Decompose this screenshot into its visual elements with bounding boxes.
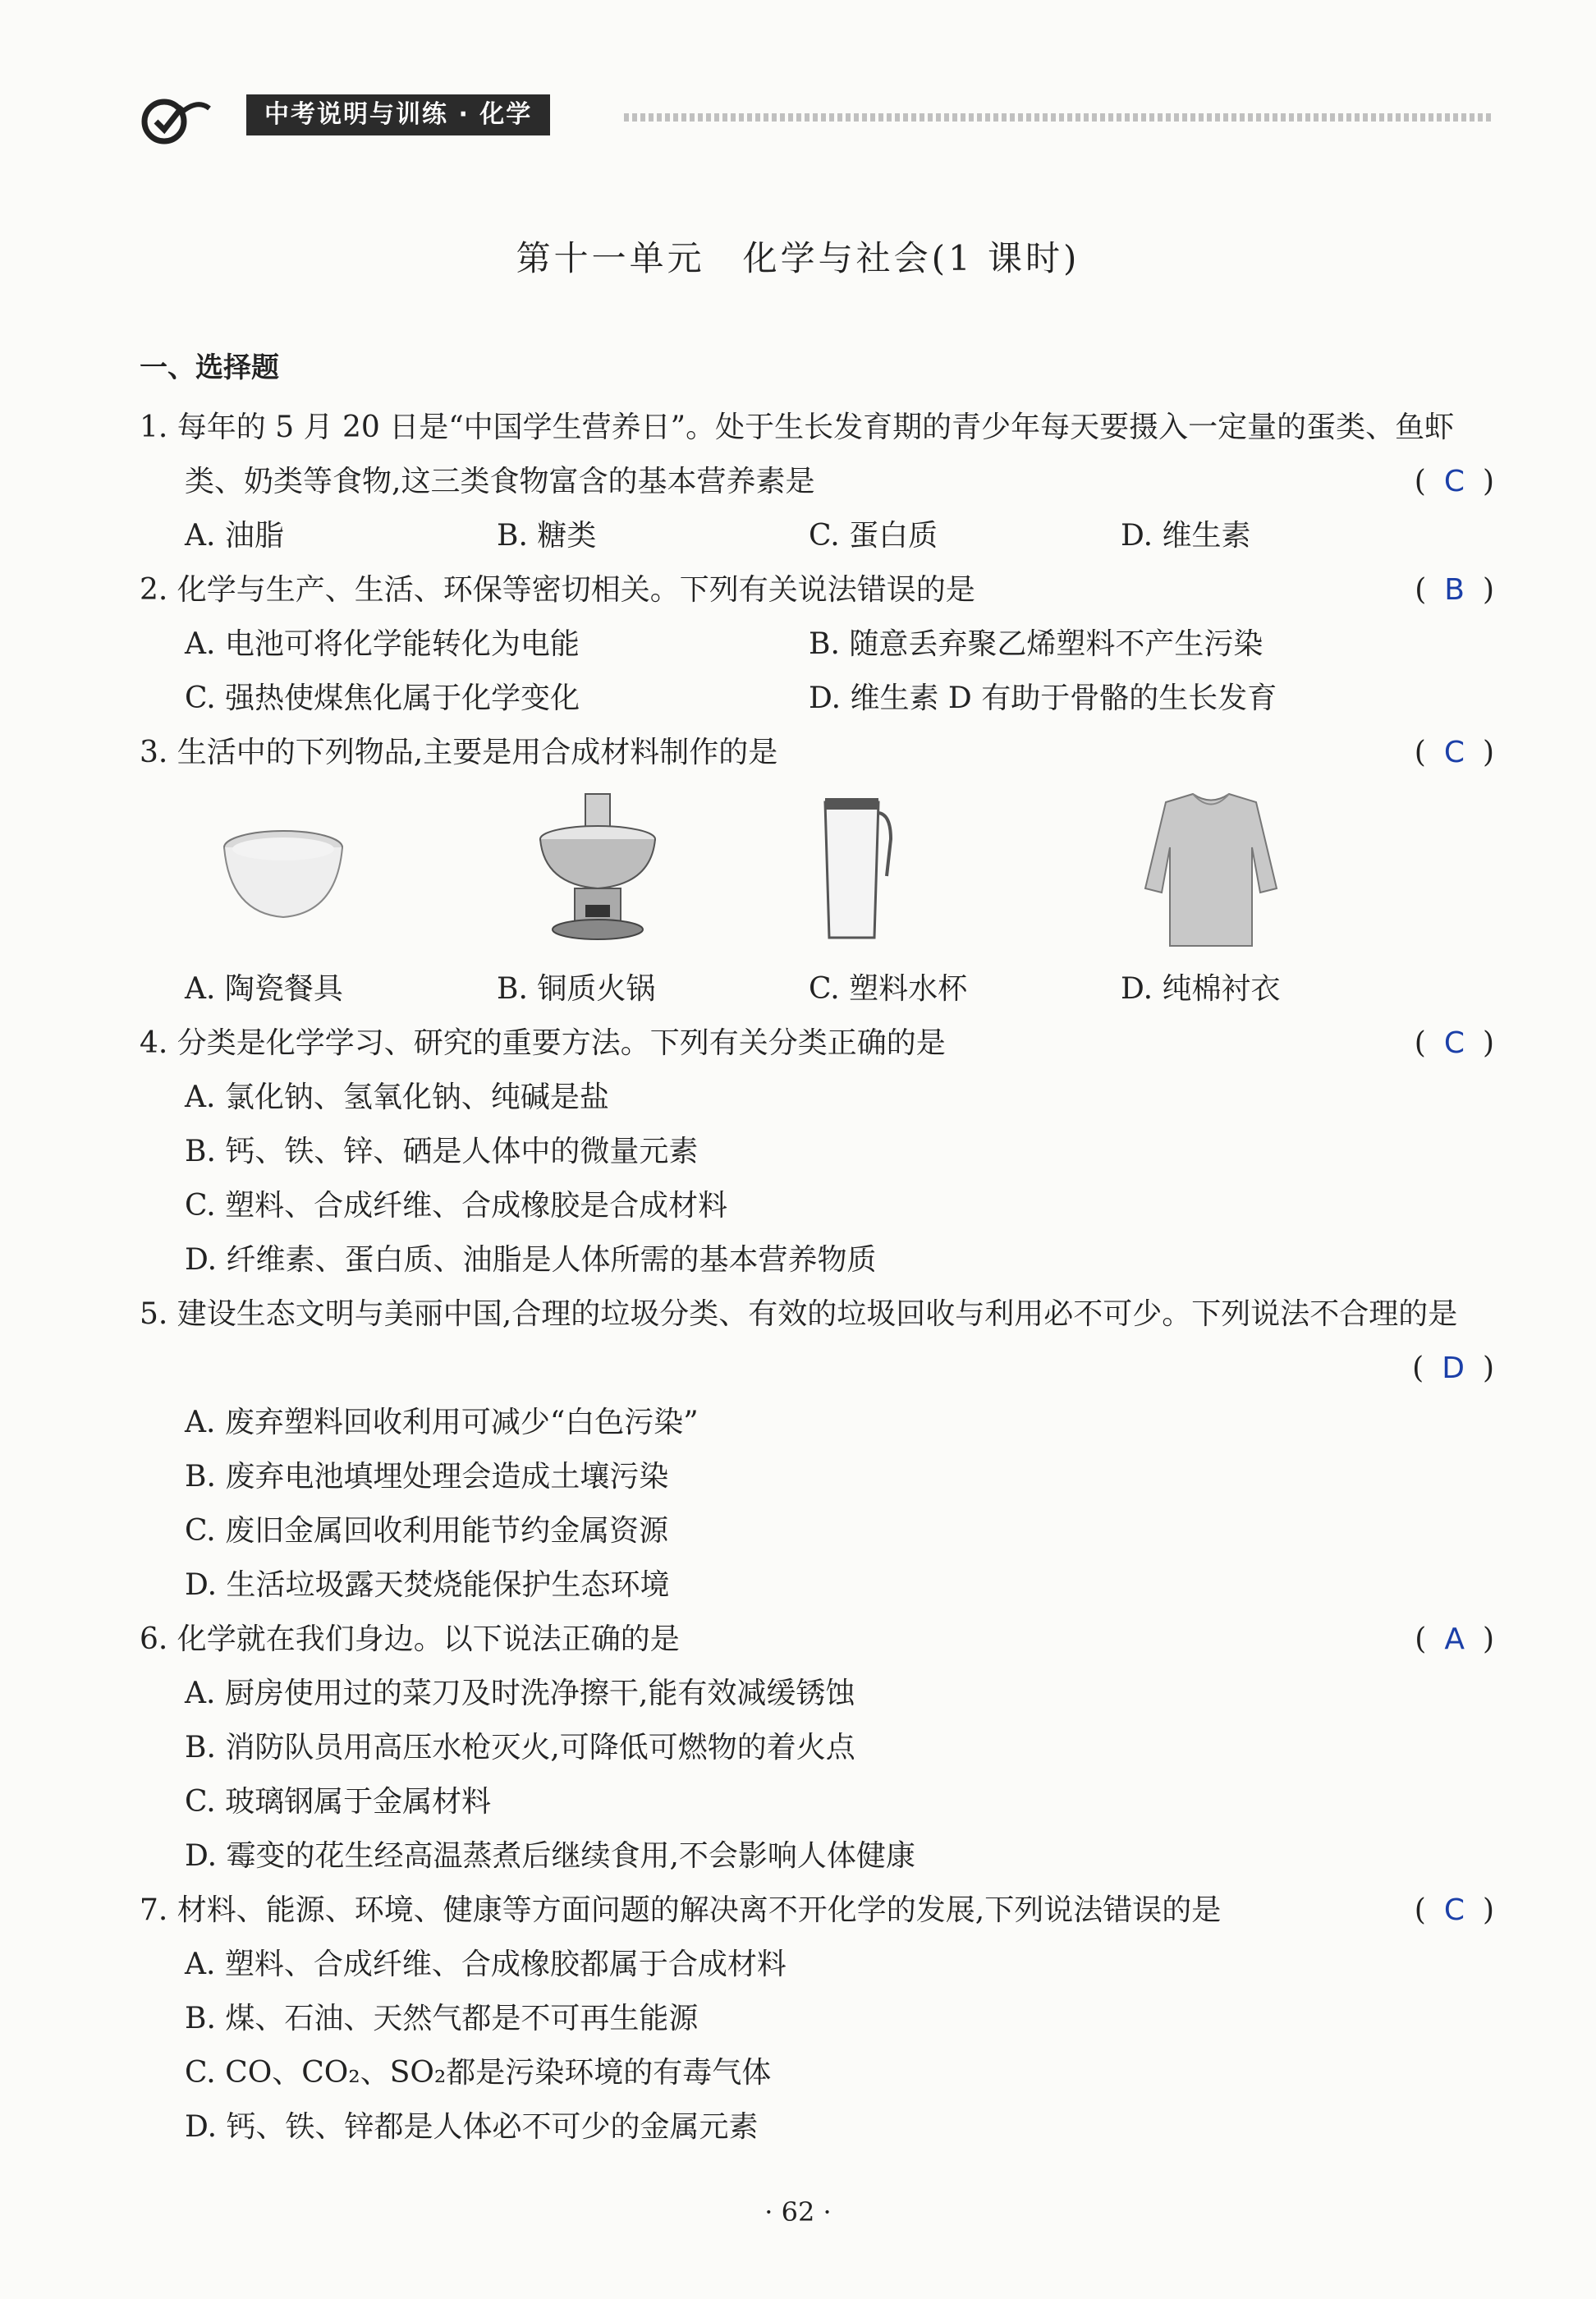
options [140,509,1494,563]
options [140,1938,1494,2154]
option-a: A. 废弃塑料回收利用可减少“白色污染” [185,1406,699,1439]
option-a: A. 厨房使用过的菜刀及时洗净擦干,能有效减缓锈蚀 [185,1677,855,1710]
question-3 [140,726,1494,1016]
question-6 [140,1613,1494,1884]
option-d: D. 维生素 D 有助于骨骼的生长发育 [809,681,1277,715]
answer-bracket: ( B ) [1415,573,1494,607]
option-c: C. 塑料、合成纤维、合成橡胶是合成材料 [185,1189,728,1223]
question-1 [140,401,1494,563]
option-c: C. 强热使煤焦化属于化学变化 [185,681,580,715]
option-c: C. 废旧金属回收利用能节约金属资源 [185,1514,669,1548]
option-b: B. 铜质火锅 [497,972,656,1006]
copper-hotpot-image [497,790,710,954]
option-a: A. 电池可将化学能转化为电能 [185,627,580,661]
option-a: A. 油脂 [185,519,284,553]
answer-letter: C [1443,1026,1465,1060]
book-logo-icon [131,90,230,148]
page-header [131,90,1494,140]
option-a: A. 氯化钠、氢氧化钠、纯碱是盐 [185,1081,609,1114]
question-5 [140,1287,1494,1613]
question-stem: 3. 生活中的下列物品,主要是用合成材料制作的是 ( C ) [140,726,1494,780]
option-b: B. 消防队员用高压水枪灭火,可降低可燃物的着火点 [185,1731,855,1764]
option-a: A. 陶瓷餐具 [185,972,343,1006]
option-d: D. 钙、铁、锌都是人体必不可少的金属元素 [185,2110,759,2144]
option-d: D. 生活垃圾露天焚烧能保护生态环境 [185,1568,670,1602]
option-b: B. 钙、铁、锌、硒是人体中的微量元素 [185,1135,699,1168]
unit-title: 第十一单元 化学与社会(1 课时) [516,238,1080,278]
option-b: B. 废弃电池填埋处理会造成土壤污染 [185,1460,669,1494]
answer-bracket: ( A ) [1415,1622,1494,1656]
options [140,1667,1494,1884]
answer-letter: A [1444,1622,1465,1656]
answer-bracket: ( C ) [1414,736,1494,769]
option-a: A. 塑料、合成纤维、合成橡胶都属于合成材料 [185,1948,787,1981]
option-d: D. 维生素 [1121,519,1251,553]
section-heading: 一、选择题 [140,351,279,384]
ceramic-bowl-image [185,790,398,954]
answer-bracket: ( C ) [1414,1893,1494,1927]
answer-bracket: ( C ) [1414,1026,1494,1060]
question-stem: 4. 分类是化学学习、研究的重要方法。下列有关分类正确的是 ( C ) [140,1016,1494,1071]
option-d: D. 纤维素、蛋白质、油脂是人体所需的基本营养物质 [185,1243,877,1277]
answer-letter: C [1443,736,1465,769]
answer-letter: C [1443,465,1465,498]
options [140,1071,1494,1287]
answer-letter: D [1442,1351,1465,1385]
option-c: C. 玻璃钢属于金属材料 [185,1785,492,1819]
option-c: C. CO、CO₂、SO₂都是污染环境的有毒气体 [185,2056,772,2090]
option-b: B. 随意丢弃聚乙烯塑料不产生污染 [809,627,1264,661]
option-images [140,790,1494,962]
answer-bracket: ( D ) [1412,1351,1494,1385]
question-stem: 5. 建设生态文明与美丽中国,合理的垃圾分类、有效的垃圾回收与利用必不可少。下列说法不合理的是 ( D ) [140,1287,1494,1396]
option-d: D. 纯棉衬衣 [1121,972,1281,1006]
options [140,617,1494,726]
page-number: · 62 · [764,2196,832,2228]
options [140,1396,1494,1613]
options [140,962,1494,1016]
header-decorative-line [624,113,1494,122]
answer-letter: C [1443,1893,1465,1927]
question-stem: 1. 每年的 5 月 20 日是“中国学生营养日”。处于生长发育期的青少年每天要摄入一定量的蛋类、鱼虾类、奶类等食物,这三类食物富含的基本营养素是 ( C ) [140,401,1494,509]
question-list [140,401,1494,2154]
option-c: C. 塑料水杯 [809,972,968,1006]
option-b: B. 煤、石油、天然气都是不可再生能源 [185,2002,699,2035]
option-d: D. 霉变的花生经高温蒸煮后继续食用,不会影响人体健康 [185,1839,915,1873]
question-stem: 6. 化学就在我们身边。以下说法正确的是 ( A ) [140,1613,1494,1667]
option-c: C. 蛋白质 [809,519,938,553]
option-b: B. 糖类 [497,519,597,553]
plastic-cup-image [809,790,1022,954]
question-stem: 7. 材料、能源、环境、健康等方面问题的解决离不开化学的发展,下列说法错误的是 ( C ) [140,1884,1494,1938]
question-2 [140,563,1494,726]
question-stem: 2. 化学与生产、生活、环保等密切相关。下列有关说法错误的是 ( B ) [140,563,1494,617]
question-7 [140,1884,1494,2154]
answer-bracket: ( C ) [1414,465,1494,498]
answer-letter: B [1444,573,1465,607]
book-series-badge: 中考说明与训练 · 化学 [246,94,550,135]
cotton-shirt-image [1121,790,1334,954]
question-4 [140,1016,1494,1287]
